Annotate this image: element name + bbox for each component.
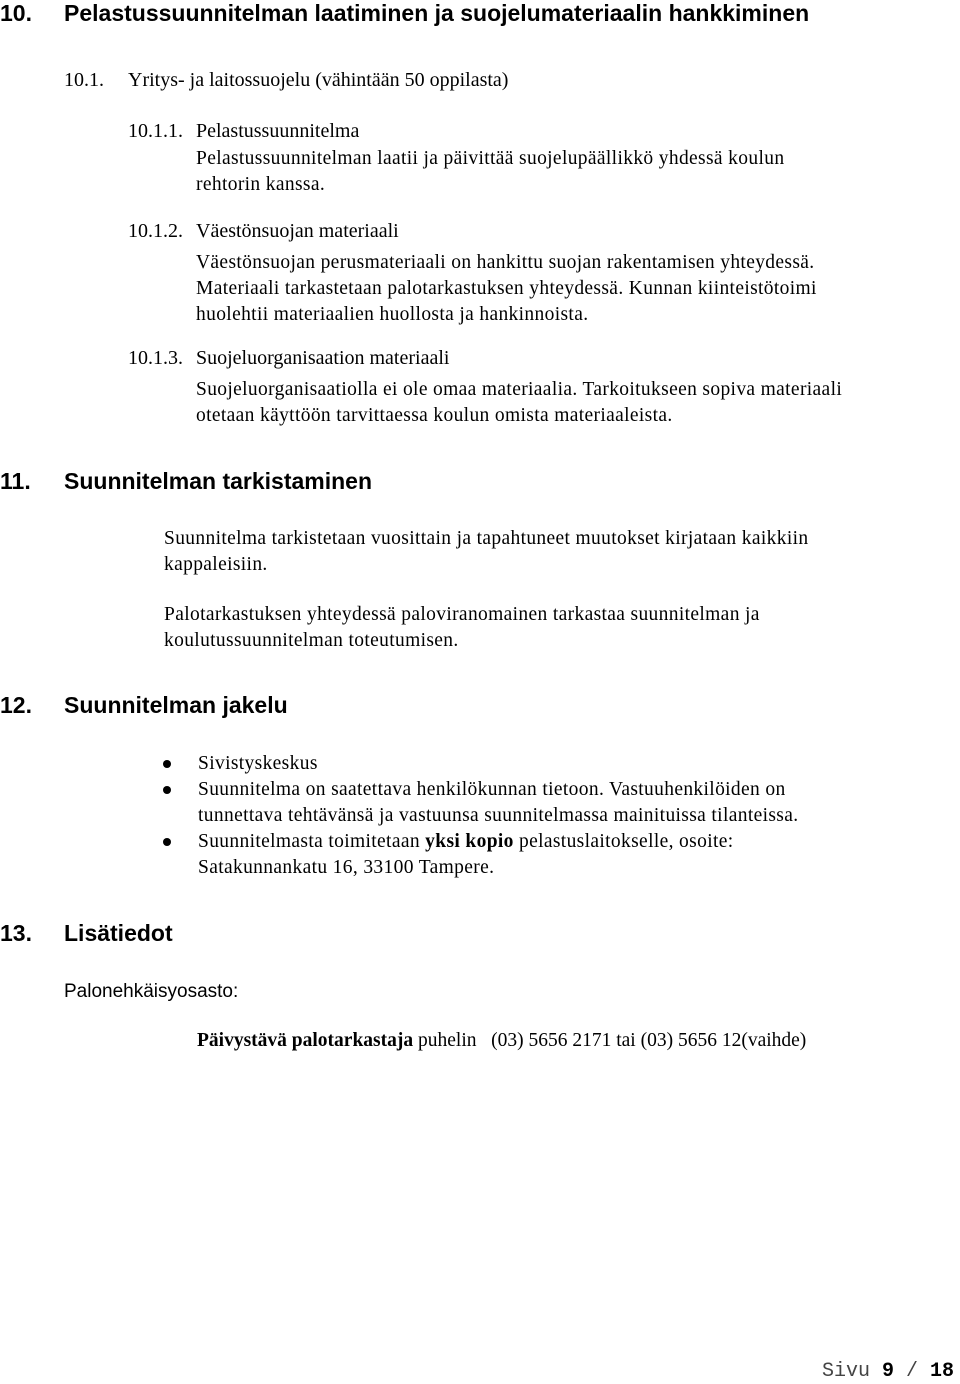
paragraph-10-1-1: [196, 146, 784, 198]
contact-role: Päivystävä palotarkastaja: [197, 1030, 414, 1051]
subheading-number: 10.1.: [64, 69, 104, 91]
heading-number: 13.: [0, 920, 32, 946]
text-line: Suunnitelma on saatettava henkilökunnan tietoon. Vastuuhenkilöiden on: [198, 779, 786, 800]
text-line: kappaleisiin.: [164, 554, 268, 575]
heading-section-10: [0, 0, 809, 27]
subheading-10-1-3: [128, 345, 449, 371]
heading-number: 11.: [0, 468, 31, 494]
paragraph-10-1-3: [196, 377, 842, 429]
subheading-title: Suojeluorganisaation materiaali: [196, 347, 450, 369]
heading-section-13: [0, 919, 173, 947]
heading-section-11: [0, 467, 372, 495]
text-line: otetaan käyttöön tarvittaessa koulun omista materiaaleista.: [196, 405, 673, 426]
text-line: rehtorin kanssa.: [196, 174, 326, 195]
heading-title: Pelastussuunnitelman laatiminen ja suojelumateriaalin hankkiminen: [64, 0, 810, 26]
text-line: tunnettava tehtävänsä ja vastuunsa suunnitelmassa mainituissa tilanteissa.: [198, 805, 799, 826]
page-label: Sivu: [821, 1360, 882, 1383]
text-line: Väestönsuojan perusmateriaali on hankittu suojan rakentamisen yhteydessä.: [196, 252, 815, 273]
subheading-title: Väestönsuojan materiaali: [196, 220, 399, 242]
subheading-number: 10.1.3.: [128, 347, 183, 369]
bullet-icon: [163, 760, 171, 768]
list-item: [160, 777, 798, 829]
bullet-icon: [163, 786, 171, 794]
subheading-number: 10.1.1.: [128, 120, 183, 142]
paragraph-10-1-2: [196, 250, 817, 328]
page-number: [822, 1361, 954, 1383]
text-line: Satakunnankatu 16, 33100 Tampere.: [198, 857, 495, 878]
distribution-list: [160, 751, 798, 881]
heading-title: Suunnitelman tarkistaminen: [64, 468, 373, 494]
text-line: koulutussuunnitelman toteutumisen.: [164, 630, 459, 651]
list-item: [160, 751, 798, 777]
subheading-10-1: [64, 67, 508, 93]
heading-section-12: [0, 691, 288, 719]
current-page: 9: [881, 1360, 894, 1383]
contact-line: [197, 1028, 806, 1054]
total-pages: 18: [929, 1360, 954, 1383]
heading-number: 12.: [0, 692, 32, 718]
heading-number: 10.: [0, 0, 32, 26]
paragraph-11-1: [164, 526, 808, 578]
text-line: Materiaali tarkastetaan palotarkastuksen yhteydessä. Kunnan kiinteistötoimi: [196, 278, 817, 299]
text-line: huolehtii materiaalien huollosta ja hankinnoista.: [196, 304, 589, 325]
subheading-10-1-1: [128, 118, 359, 144]
bullet-icon: [163, 838, 171, 846]
subheading-title: Yritys- ja laitossuojelu (vähintään 50 oppilasta): [128, 69, 509, 91]
text-line: Pelastussuunnitelman laatii ja päivittää suojelupäällikkö yhdessä koulun: [196, 148, 785, 169]
bold-text: yksi kopio: [425, 831, 514, 852]
subheading-number: 10.1.2.: [128, 220, 183, 242]
text-line: [198, 829, 798, 855]
subheading-title: Pelastussuunnitelma: [196, 120, 360, 142]
subheading-10-1-2: [128, 218, 399, 244]
text-line: Palotarkastuksen yhteydessä paloviranomainen tarkastaa suunnitelman ja: [164, 604, 760, 625]
contact-phone: puhelin (03) 5656 2171 tai (03) 5656 12(vaihde): [413, 1030, 807, 1051]
paragraph-11-2: [164, 602, 760, 654]
text-line: Sivistyskeskus: [198, 753, 318, 774]
heading-title: Suunnitelman jakelu: [64, 692, 288, 718]
text-line: Suojeluorganisaatiolla ei ole omaa materiaalia. Tarkoitukseen sopiva materiaali: [196, 379, 843, 400]
text-line: Suunnitelma tarkistetaan vuosittain ja tapahtuneet muutokset kirjataan kaikkiin: [164, 528, 809, 549]
text-run: pelastuslaitokselle, osoite:: [513, 831, 734, 852]
heading-title: Lisätiedot: [64, 920, 173, 946]
list-item: [160, 829, 798, 881]
contact-label: Palonehkäisyosasto:: [64, 981, 239, 1002]
text-run: Suunnitelmasta toimitetaan: [198, 831, 426, 852]
page-separator: /: [893, 1360, 930, 1383]
